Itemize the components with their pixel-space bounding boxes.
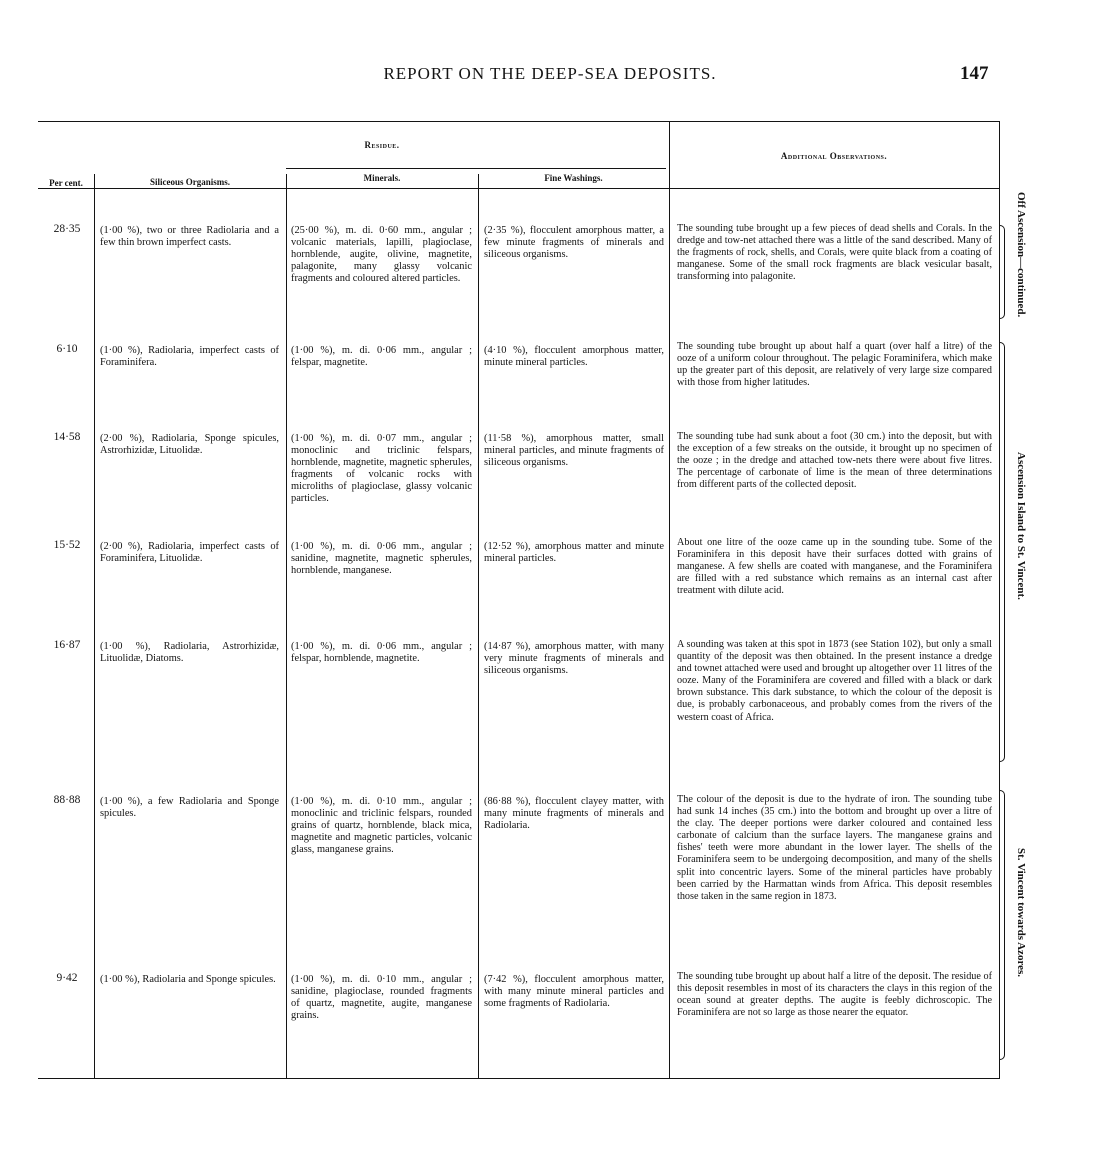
fine-washings-cell: (2·35 %), flocculent amorphous matter, a few minute fragments of minerals and siliceous organisms.: [484, 225, 664, 261]
residue-underline: [286, 168, 666, 169]
col-divider-1: [94, 174, 95, 1078]
minerals-cell: (25·00 %), m. di. 0·60 mm., angular ; volcanic materials, lapilli, plagioclase, hornblende, augite, olivine, magnetite, palagonite, many glassy volcanic fragments and coloured altered particles.: [291, 225, 472, 285]
observations-cell: The colour of the deposit is due to the hydrate of iron. The sounding tube had sunk 14 inches (35 cm.) into the bottom and brought up over a litre of the clay. The deeper portions were darker coloured and contained less carbonate of calcium than the surface layers. The manganese grains and fishes' teeth were more abundant in the lower layer. The shells of the Foraminifera seem to be undergoing decomposition, and many of the shells split into concentric layers. Some of the mineral particles have probably been carried by the Harmattan winds from Africa. This deposit resembles those taken in the same region in 1873.: [677, 794, 992, 902]
observations-cell: About one litre of the ooze came up in the sounding tube. Some of the Foraminifera in this deposit have their surfaces dotted with grains of manganese. A few shells are coated with manganese, and the Foraminifera are filled with a red substance which remains as an internal cast after treatment with dilute acid.: [677, 537, 992, 597]
observations-cell: The sounding tube brought up about half a quart (over half a litre) of the ooze of a uniform colour throughout. The pelagic Foraminifera, which make up the greater part of this deposit, are relatively of very large size compared with those from higher latitudes.: [677, 341, 992, 389]
per-cent-cell: 16·87: [53, 639, 81, 651]
minerals-cell: (1·00 %), m. di. 0·07 mm., angular ; monoclinic and triclinic felspars, hornblende, magnetite, magnetic spherules, fragments of volcanic rocks with microliths of plagioclase, glassy volcanic particles.: [291, 433, 472, 505]
minerals-cell: (1·00 %), m. di. 0·06 mm., angular ; sanidine, magnetite, magnetic spherules, hornblende, manganese.: [291, 541, 472, 577]
fine-washings-cell: (4·10 %), flocculent amorphous matter, minute mineral particles.: [484, 345, 664, 369]
per-cent-cell: 14·58: [53, 431, 81, 443]
per-cent-cell: 28·35: [53, 223, 81, 235]
side-label-st-vincent-to-azores: St. Vincent towards Azores.: [1015, 848, 1027, 978]
observations-cell: The sounding tube brought up a few pieces of dead shells and Corals. In the dredge and tow-net attached there was a little of the sand described. Many of the fragments of rock, shells, and Corals, were quite black from a coating of manganese. Some of the small rock fragments are black vesicular basalt, transforming into palagonite.: [677, 223, 992, 283]
col-divider-2: [286, 174, 287, 1078]
per-cent-cell: 6·10: [56, 343, 78, 355]
fine-washings-cell: (86·88 %), flocculent clayey matter, with many minute fragments of minerals and Radiolaria.: [484, 796, 664, 832]
observations-cell: The sounding tube brought up about half a litre of the deposit. The residue of this deposit resembles in most of its characters the clays in this region of the ocean sound at greater depths. The augite is feebly dichroscopic. The Foraminifera are not so large as those nearer the equator.: [677, 971, 992, 1019]
per-cent-header: Per cent.: [49, 178, 83, 188]
siliceous-cell: (1·00 %), two or three Radiolaria and a few thin brown imperfect casts.: [100, 225, 279, 249]
side-label-ascension-to-st-vincent: Ascension Island to St. Vincent.: [1015, 452, 1027, 600]
page-title: REPORT ON THE DEEP-SEA DEPOSITS.: [383, 64, 717, 83]
minerals-cell: (1·00 %), m. di. 0·06 mm., angular ; felspar, magnetite.: [291, 345, 472, 369]
minerals-cell: (1·00 %), m. di. 0·10 mm., angular ; monoclinic and triclinic felspars, rounded grains of quartz, hornblende, black mica, magnetite and magnetic particles, volcanic glass, manganese grains.: [291, 796, 472, 856]
per-cent-cell: 15·52: [53, 539, 81, 551]
fine-washings-cell: (12·52 %), amorphous matter and minute mineral particles.: [484, 541, 664, 565]
siliceous-cell: (2·00 %), Radiolaria, imperfect casts of Foraminifera, Lituolidæ.: [100, 541, 279, 565]
siliceous-cell: (1·00 %), Radiolaria, imperfect casts of Foraminifera.: [100, 345, 279, 369]
residue-header: Residue.: [364, 140, 400, 150]
page-number: 147: [960, 63, 989, 84]
col-divider-3: [478, 174, 479, 1078]
siliceous-cell: (1·00 %), Radiolaria, Astrorhizidæ, Lituolidæ, Diatoms.: [100, 641, 279, 665]
minerals-cell: (1·00 %), m. di. 0·06 mm., angular ; felspar, hornblende, magnetite.: [291, 641, 472, 665]
table-bottom-rule: [38, 1078, 1000, 1079]
header-bottom-rule: [38, 188, 1000, 189]
siliceous-cell: (2·00 %), Radiolaria, Sponge spicules, Astrorhizidæ, Lituolidæ.: [100, 433, 279, 457]
observations-cell: The sounding tube had sunk about a foot (30 cm.) into the deposit, but with the exception of a few streaks on the outside, it brought up no specimen of the ooze ; in the dredge and attached tow-nets there were about five litres. The percentage of carbonate of lime is the mean of three determinations from different parts of the collected deposit.: [677, 431, 992, 491]
observations-cell: A sounding was taken at this spot in 1873 (see Station 102), but only a small quantity of the deposit was then obtained. In the present instance a dredge and townet attached were used and brought up altogether over 11 litres of the ooze. Many of the Foraminifera are covered and filled with a black or dark brown substance. This dark substance, to which the colour of the deposit is due, is probably carbonaceous, and probably comes from the rivers of the western coast of Africa.: [677, 639, 992, 723]
table-top-rule: [38, 121, 1000, 122]
side-label-off-ascension: Off Ascension—continued.: [1015, 192, 1027, 318]
per-cent-cell: 88·88: [53, 794, 81, 806]
region-brace: [1000, 342, 1005, 762]
col-divider-4: [669, 121, 670, 1078]
per-cent-cell: 9·42: [56, 972, 78, 984]
fine-washings-header: Fine Washings.: [544, 173, 603, 183]
fine-washings-cell: (7·42 %), flocculent amorphous matter, with many minute mineral particles and some fragments of Radiolaria.: [484, 974, 664, 1010]
region-brace: [1000, 790, 1005, 1060]
minerals-header: Minerals.: [363, 173, 401, 183]
fine-washings-cell: (11·58 %), amorphous matter, small mineral particles, and minute fragments of siliceous organisms.: [484, 433, 664, 469]
region-brace: [1000, 225, 1005, 319]
fine-washings-cell: (14·87 %), amorphous matter, with many very minute fragments of minerals and siliceous organisms.: [484, 641, 664, 677]
siliceous-cell: (1·00 %), a few Radiolaria and Sponge spicules.: [100, 796, 279, 820]
siliceous-cell: (1·00 %), Radiolaria and Sponge spicules.: [100, 974, 276, 985]
minerals-cell: (1·00 %), m. di. 0·10 mm., angular ; sanidine, plagioclase, rounded fragments of quartz, magnetite, augite, manganese grains.: [291, 974, 472, 1022]
siliceous-header: Siliceous Organisms.: [149, 177, 230, 187]
observations-header: Additional Observations.: [780, 151, 888, 161]
